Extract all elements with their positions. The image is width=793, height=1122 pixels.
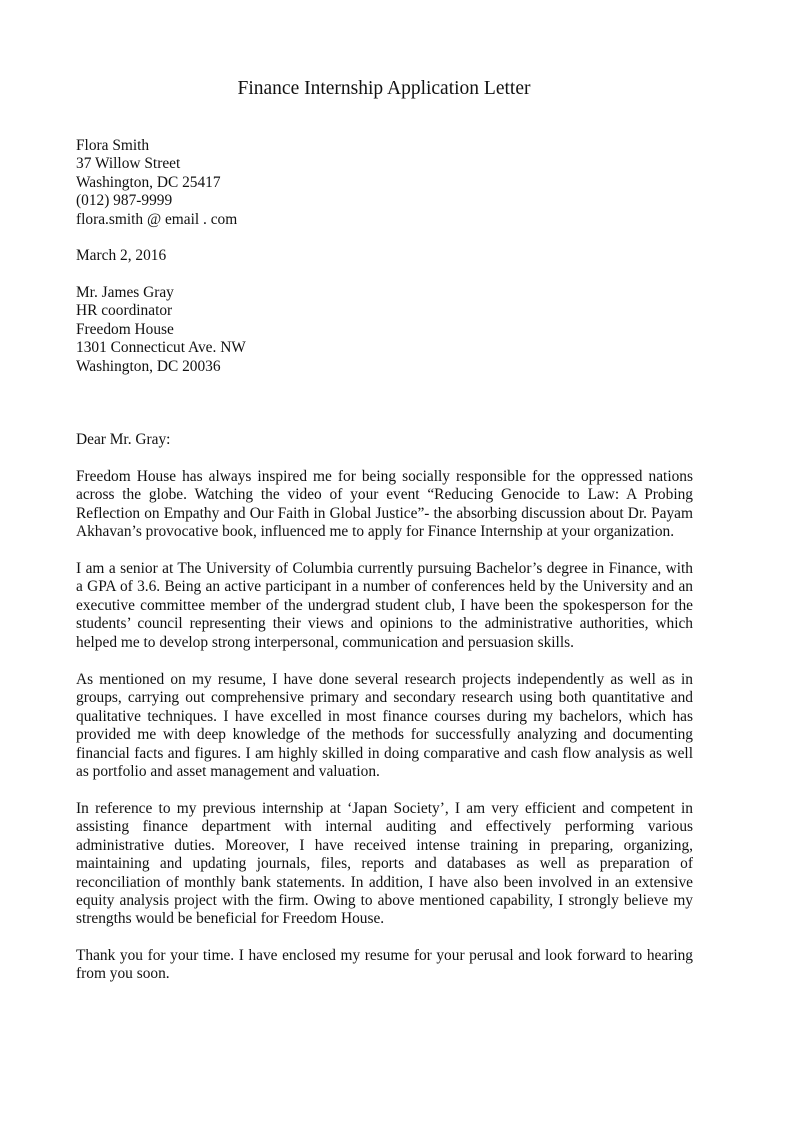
recipient-city: Washington, DC 20036	[76, 357, 221, 375]
recipient-address-block	[76, 284, 693, 376]
recipient-position: HR coordinator	[76, 302, 173, 320]
sender-email: flora.smith @ email . com	[76, 210, 238, 228]
body-paragraph: I am a senior at The University of Columbia currently pursuing Bachelor’s degree in Finance, with a GPA of 3.6. Being an active participant in a number of conferences held by the University and an executive committee member of the undergrad student club, I have been the spokesperson for the students’ council representing their views and opinions to the administrative authorities, which helped me to develop strong interpersonal, communication and persuasion skills.	[76, 560, 693, 651]
recipient-organization: Freedom House	[76, 320, 174, 338]
body-paragraph: In reference to my previous internship at ‘Japan Society’, I am very efficient and competent in assisting finance department with internal auditing and effectively performing various administrative duties. Moreover, I have received intense training in preparing, organizing, maintaining and updating journals, files, reports and databases as well as preparation of reconciliation of monthly bank statements. In addition, I have also been involved in an extensive equity analysis project with the firm. Owing to above mentioned capability, I strongly believe my strengths would be beneficial for Freedom House.	[76, 800, 693, 928]
body-paragraph: As mentioned on my resume, I have done several research projects independently as well as in groups, carrying out comprehensive primary and secondary research using both quantitative and qualitative techniques. I have excelled in most finance courses during my bachelors, which has provided me with deep knowledge of the methods for successfully analyzing and documenting financial facts and figures. I am highly skilled in doing comparative and cash flow analysis as well as portfolio and asset management and valuation.	[76, 671, 693, 781]
sender-street: 37 Willow Street	[76, 155, 181, 173]
sender-address-block	[76, 137, 693, 229]
document-title: Finance Internship Application Letter	[237, 78, 531, 99]
sender-city: Washington, DC 25417	[76, 173, 221, 191]
closing-paragraph: Thank you for your time. I have enclosed my resume for your perusal and look forward to hearing from you soon.	[76, 947, 693, 983]
sender-name: Flora Smith	[76, 137, 150, 154]
salutation-block	[76, 431, 693, 449]
letter-date: March 2, 2016	[76, 247, 167, 264]
recipient-street: 1301 Connecticut Ave. NW	[76, 339, 246, 357]
body-paragraph: Freedom House has always inspired me for being socially responsible for the oppressed nations across the globe. Watching the video of your event “Reducing Genocide to Law: A Probing Reflection on Empathy and Our Faith in Global Justice”- the absorbing discussion about Dr. Payam Akhavan’s provocative book, influenced me to apply for Finance Internship at your organization.	[76, 468, 693, 541]
salutation: Dear Mr. Gray:	[76, 431, 171, 448]
letter-date-block	[76, 247, 693, 265]
sender-phone: (012) 987-9999	[76, 192, 173, 210]
recipient-name: Mr. James Gray	[76, 284, 174, 301]
